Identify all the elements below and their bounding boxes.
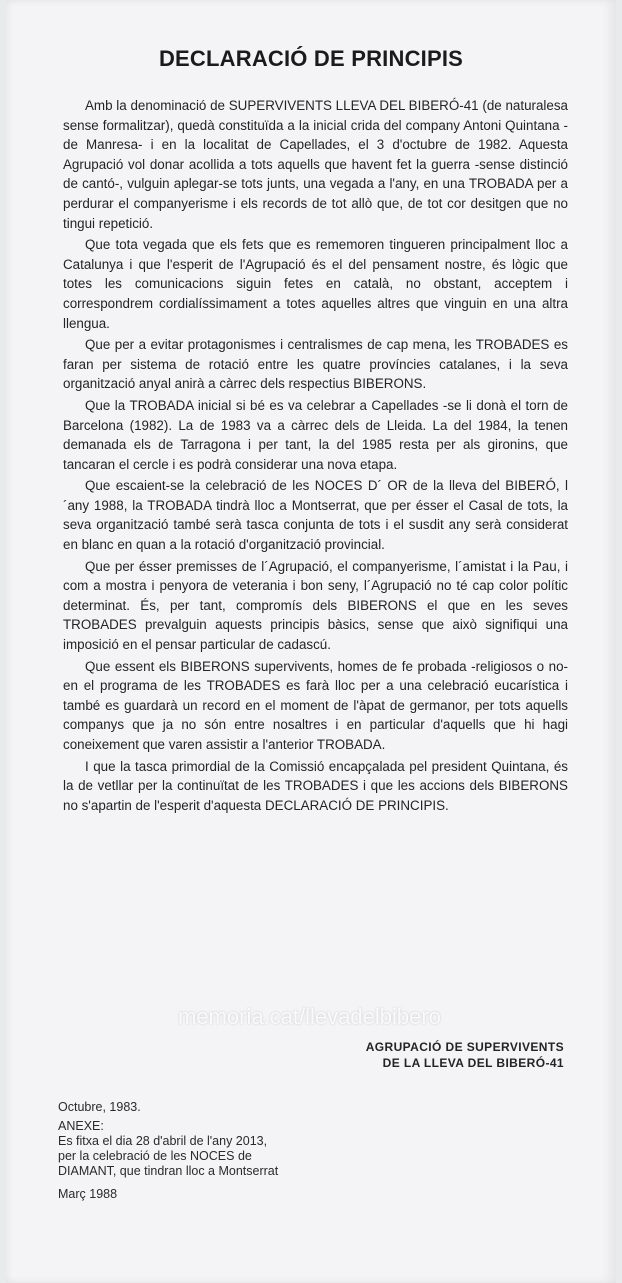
document-title: DECLARACIÓ DE PRINCIPIS <box>158 46 464 71</box>
annex-date: Març 1988 <box>58 1187 118 1201</box>
paragraph: Que tota vegada que els fets que es rememoren tingueren principalment lloc a Catalunya i que l'esperit de l'Agrupació és el del pensament nostre, és lògic que totes les comunicacions siguin fetes en català, no obstant, acceptem i correspondrem cordialíssimament a totes aquelles altres que vinguin en una altra llengua. <box>63 237 568 331</box>
document-date: Octubre, 1983. <box>58 1100 141 1114</box>
declaration-body <box>63 96 568 817</box>
annex-line: per la celebració de les NOCES de <box>58 1149 252 1163</box>
paragraph: Que per a evitar protagonismes i centralismes de cap mena, les TROBADES es faran per sistema de rotació entre les quatre províncies catalanes, i la seva organització anyal anirà a càrrec dels respectius BIBERONS. <box>63 337 568 392</box>
paragraph: Que per ésser premisses de l´Agrupació, el companyerisme, l´amistat i la Pau, i com a mostra i penyora de veterania i bon seny, l´Agrupació no té cap color polític determinat. És, per tant, compromís dels BIBERONS el que en les seves TROBADES prevalguin aquests principis bàsics, sense que això signifiqui una imposició en el pensar particular de cadascú. <box>63 558 568 653</box>
signature-line-2: DE LA LLEVA DEL BIBERÓ-41 <box>382 1056 564 1070</box>
annex-line: DIAMANT, que tindran lloc a Montserrat <box>58 1164 279 1178</box>
paragraph: Que essent els BIBERONS supervivents, homes de fe probada -religiosos o no- en el programa de les TROBADES es farà lloc per a una celebració eucarística i també es guardarà un record en el moment de l'àpat de germanor, per tots aquells companys que ja no són entre nosaltres i en particular d'aquells que hi hagi coneixement que varen assistir a l'anterior TROBADA. <box>63 658 568 752</box>
annex-line: Es fitxa el dia 28 d'abril de l'any 2013, <box>58 1134 268 1148</box>
paragraph: Que la TROBADA inicial si bé es va celebrar a Capellades -se li donà el torn de Barcelona (1982). La de 1983 va a càrrec dels de Lleida. La del 1984, la tenen demanada els de Tarragona i per tant, la del 1985 resta per als gironins, que tancaran el cercle i es podrà considerar una nova etapa. <box>63 397 568 472</box>
document-page <box>6 0 616 1283</box>
paragraph: Que escaient-se la celebració de les NOCES D´ OR de la lleva del BIBERÓ, l´any 1988, la TROBADA tindrà lloc a Montserrat, que per ésser el Casal de tots, la seva organització també serà tasca conjunta de tots i el susdit any serà considerat en blanc en quan a la rotació d'organització provincial. <box>63 478 568 553</box>
watermark-text: memoria.cat/llevadelbibero <box>178 1004 441 1029</box>
paragraph: I que la tasca primordial de la Comissió encapçalada pel president Quintana, és la de vetllar per la continuïtat de les TROBADES i que les accions dels BIBERONS no s'apartin de l'esperit d'aquesta DECLARACIÓ DE PRINCIPIS. <box>63 758 568 813</box>
footer-notes <box>58 1100 388 1201</box>
signature-block <box>366 1039 564 1071</box>
annex-label: ANEXE: <box>58 1119 104 1133</box>
paragraph: Amb la denominació de SUPERVIVENTS LLEVA DEL BIBERÓ-41 (de naturalesa sense formalitzar), quedà constituïda a la inicial crida del company Antoni Quintana -de Manresa- i en la localitat de Capellades, el 3 d'octubre de 1982. Aquesta Agrupació vol donar acollida a tots aquells que havent fet la guerra -sense distinció de cantó-, vulguin aplegar-se tots junts, una vegada a l'any, en una TROBADA per a perdurar el companyerisme i els records de tot allò que, de tot cor desitgen que no tingui repetició. <box>63 98 568 231</box>
signature-line-1: AGRUPACIÓ DE SUPERVIVENTS <box>365 1040 564 1054</box>
